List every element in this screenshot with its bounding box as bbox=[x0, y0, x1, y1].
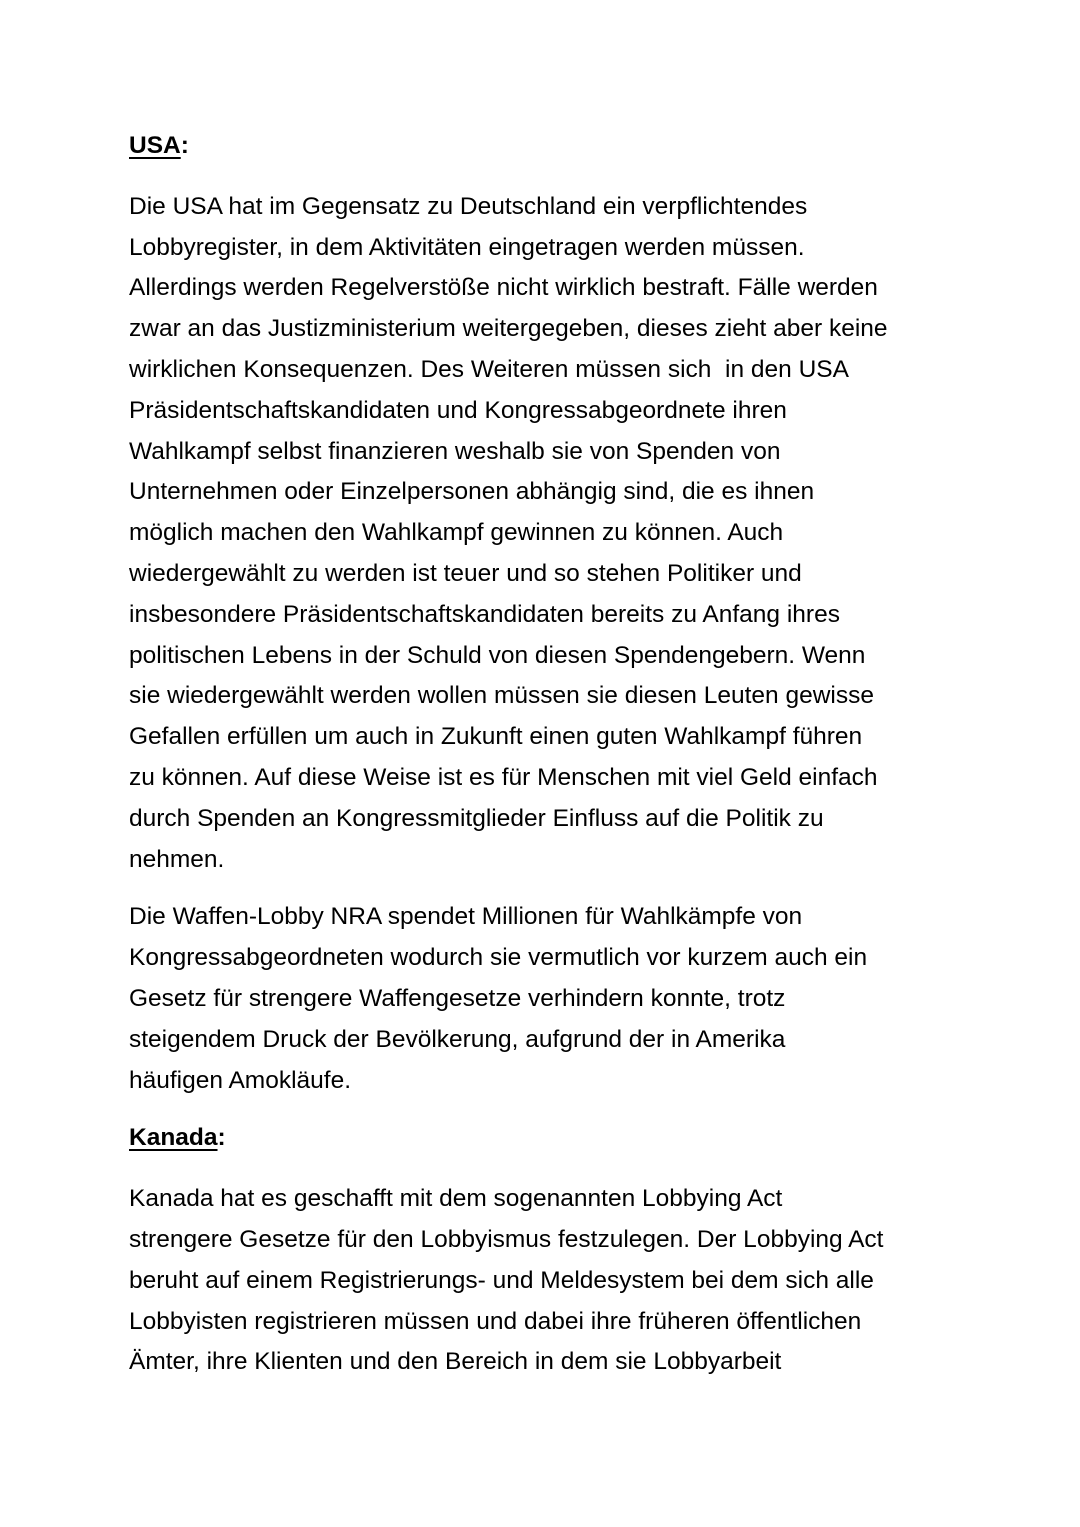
section-heading-usa-text: USA bbox=[129, 132, 181, 159]
text-line: nehmen. bbox=[129, 845, 225, 873]
section-heading-kanada-text: Kanada bbox=[129, 1124, 218, 1152]
paragraph-usa-2 bbox=[129, 897, 959, 1101]
section-heading-kanada-colon: : bbox=[217, 1124, 226, 1152]
text-line: sie wiedergewählt werden wollen müssen sie diesen Leuten gewisse bbox=[129, 682, 874, 710]
paragraph-usa-1 bbox=[129, 187, 959, 881]
text-line: insbesondere Präsidentschaftskandidaten bereits zu Anfang ihres bbox=[129, 600, 840, 628]
text-line: wirklichen Konsequenzen. Des Weiteren müssen sich in den USA bbox=[129, 355, 849, 383]
text-line: zwar an das Justizministerium weitergegeben, dieses zieht aber keine bbox=[129, 315, 888, 343]
text-line: beruht auf einem Registrierungs- und Meldesystem bei dem sich alle bbox=[129, 1266, 874, 1294]
paragraph-kanada-1 bbox=[129, 1179, 959, 1383]
text-line: häufigen Amokläufe. bbox=[129, 1066, 352, 1094]
text-line: Gefallen erfüllen um auch in Zukunft einen guten Wahlkampf führen bbox=[129, 723, 863, 751]
text-line: politischen Lebens in der Schuld von diesen Spendengebern. Wenn bbox=[129, 641, 866, 669]
text-line: Kanada hat es geschafft mit dem sogenannten Lobbying Act bbox=[129, 1185, 783, 1213]
section-heading-usa bbox=[129, 126, 959, 167]
text-line: Unternehmen oder Einzelpersonen abhängig sind, die es ihnen bbox=[129, 478, 815, 506]
text-line: möglich machen den Wahlkampf gewinnen zu können. Auch bbox=[129, 519, 784, 547]
document-page bbox=[129, 126, 959, 1383]
text-line: durch Spenden an Kongressmitglieder Einfluss auf die Politik zu bbox=[129, 804, 824, 832]
text-line: zu können. Auf diese Weise ist es für Menschen mit viel Geld einfach bbox=[129, 763, 878, 791]
text-line: Wahlkampf selbst finanzieren weshalb sie von Spenden von bbox=[129, 437, 781, 465]
section-heading-usa-colon: : bbox=[180, 132, 189, 159]
section-heading-kanada bbox=[129, 1118, 959, 1159]
text-line: Lobbyisten registrieren müssen und dabei ihre früheren öffentlichen bbox=[129, 1307, 862, 1335]
text-line: Lobbyregister, in dem Aktivitäten eingetragen werden müssen. bbox=[129, 233, 805, 261]
text-line: Kongressabgeordneten wodurch sie vermutlich vor kurzem auch ein bbox=[129, 944, 868, 972]
text-line: strengere Gesetze für den Lobbyismus festzulegen. Der Lobbying Act bbox=[129, 1225, 884, 1253]
text-line: Präsidentschaftskandidaten und Kongressabgeordnete ihren bbox=[129, 396, 787, 424]
text-line: Gesetz für strengere Waffengesetze verhindern konnte, trotz bbox=[129, 984, 786, 1012]
text-line: Ämter, ihre Klienten und den Bereich in dem sie Lobbyarbeit bbox=[129, 1348, 782, 1376]
section-kanada bbox=[129, 1118, 959, 1383]
text-line: wiedergewählt zu werden ist teuer und so stehen Politiker und bbox=[129, 559, 802, 587]
text-line: Die USA hat im Gegensatz zu Deutschland ein verpflichtendes bbox=[129, 192, 808, 220]
text-line: Die Waffen-Lobby NRA spendet Millionen für Wahlkämpfe von bbox=[129, 903, 803, 931]
text-line: steigendem Druck der Bevölkerung, aufgrund der in Amerika bbox=[129, 1025, 786, 1053]
text-line: Allerdings werden Regelverstöße nicht wirklich bestraft. Fälle werden bbox=[129, 274, 878, 302]
section-usa bbox=[129, 126, 959, 1101]
